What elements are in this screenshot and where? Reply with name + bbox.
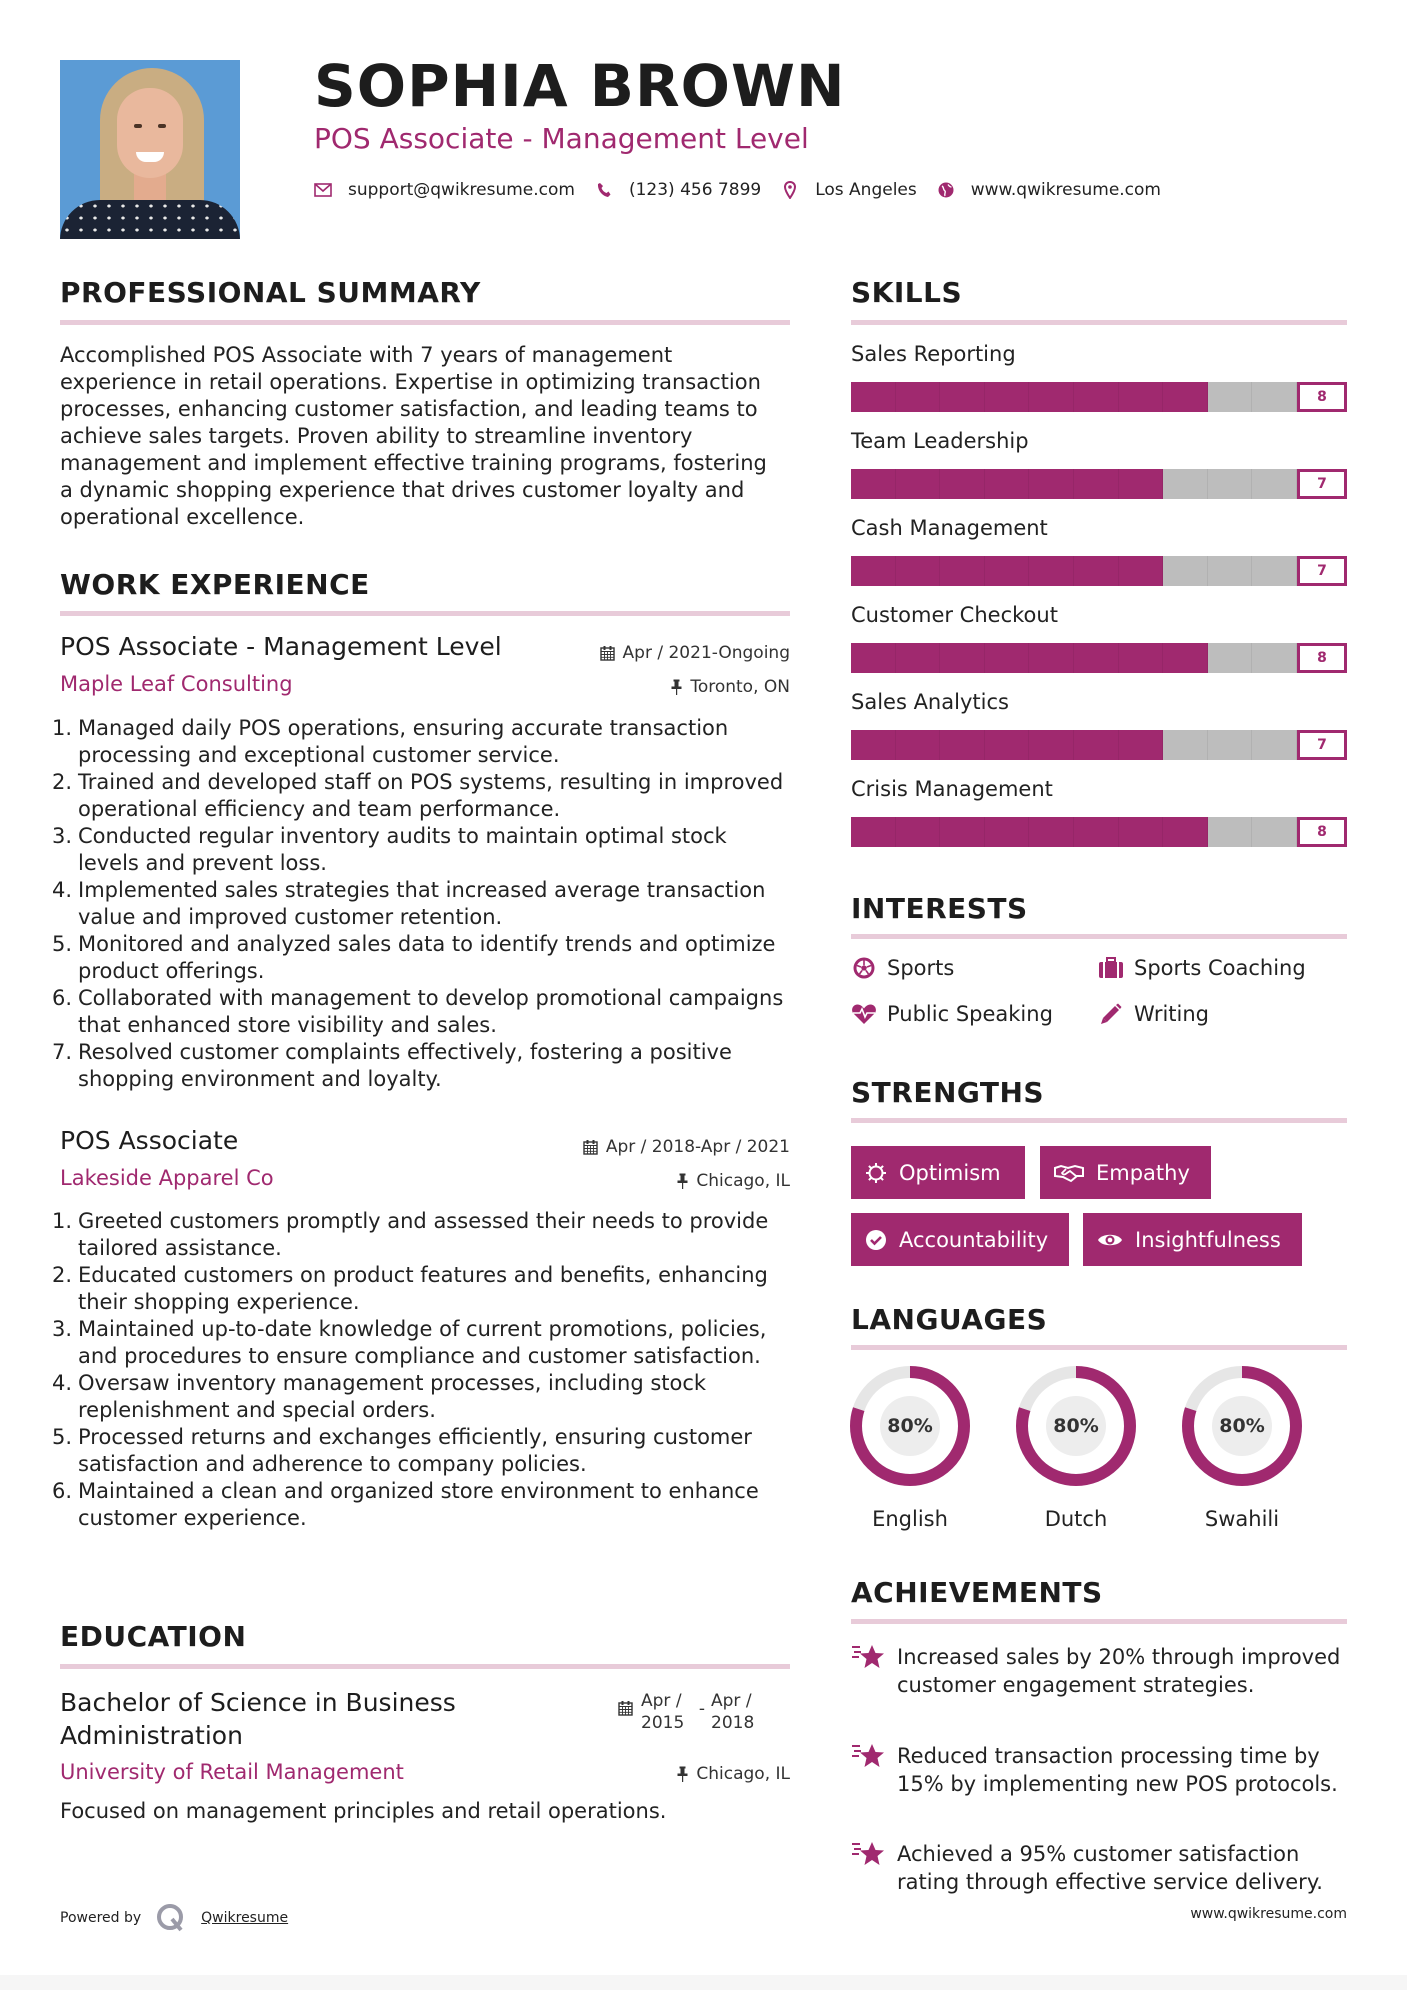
calendar-icon (618, 1700, 633, 1716)
job-title: POS Associate - Management Level (60, 632, 502, 661)
skill-score: 7 (1297, 730, 1347, 760)
degree-title: Bachelor of Science in Business Administration (60, 1688, 456, 1750)
location-text: Los Angeles (815, 180, 917, 200)
list-item: 1. Managed daily POS operations, ensuring accurate transaction processing and exceptional customer service. (51, 716, 729, 767)
skill-bar (851, 643, 1347, 673)
calendar-icon (600, 645, 615, 661)
pencil-icon (1098, 1001, 1124, 1027)
language-item (849, 1365, 971, 1531)
globe-icon (937, 181, 955, 199)
company-name: Maple Leaf Consulting (60, 672, 293, 696)
job-duties-list (50, 1208, 790, 1532)
strength-badge: Optimism (851, 1146, 1025, 1199)
list-item: 3. Maintained up-to-date knowledge of current promotions, policies, and procedures to ensure compliance and customer satisfaction. (51, 1317, 767, 1368)
language-proficiency-ring (1015, 1365, 1137, 1487)
language-percent: 80% (1212, 1396, 1272, 1456)
contact-phone[interactable] (595, 180, 761, 200)
achievement-item: Reduced transaction processing time by 15% by implementing new POS protocols. (851, 1742, 1351, 1798)
footer-site[interactable]: www.qwikresume.com (1190, 1906, 1347, 1922)
list-item: 4. Oversaw inventory management processes, including stock replenishment and special orders. (51, 1371, 707, 1422)
section-divider (851, 934, 1347, 939)
interest-item: Sports Coaching (1098, 955, 1306, 981)
skill-name: Crisis Management (851, 777, 1053, 801)
achievements-heading: ACHIEVEMENTS (851, 1576, 1103, 1609)
handshake-icon (1054, 1162, 1084, 1184)
pushpin-icon (677, 1173, 688, 1189)
section-divider (60, 611, 790, 616)
email-text: support@qwikresume.com (348, 180, 575, 200)
skill-name: Customer Checkout (851, 603, 1058, 627)
pushpin-icon (671, 679, 682, 695)
interests-heading: INTERESTS (851, 892, 1028, 925)
language-name: Dutch (1044, 1507, 1108, 1531)
job-location: Chicago, IL (677, 1171, 790, 1191)
skills-heading: SKILLS (851, 276, 963, 309)
job-duties-list (50, 715, 790, 1093)
list-item: 7. Resolved customer complaints effectively, fostering a positive shopping environment and loyalty. (51, 1040, 732, 1091)
skill-score: 8 (1297, 643, 1347, 673)
education-description: Focused on management principles and retail operations. (60, 1799, 667, 1823)
shooting-star-icon (851, 1643, 887, 1673)
phone-text: (123) 456 7899 (628, 180, 762, 200)
list-item: 5. Processed returns and exchanges efficiently, ensuring customer satisfaction and adherence to company policies. (51, 1425, 752, 1476)
skill-name: Cash Management (851, 516, 1048, 540)
section-divider (851, 1118, 1347, 1123)
list-item: 1. Greeted customers promptly and assessed their needs to provide tailored assistance. (51, 1209, 769, 1260)
skill-score: 8 (1297, 817, 1347, 847)
language-item (1015, 1365, 1137, 1531)
briefcase-icon (1098, 955, 1124, 981)
languages-heading: LANGUAGES (851, 1303, 1048, 1336)
skill-name: Sales Analytics (851, 690, 1009, 714)
envelope-icon (314, 181, 332, 199)
language-proficiency-ring (849, 1365, 971, 1487)
interest-item: Writing (1098, 1001, 1209, 1027)
achievement-item: Increased sales by 20% through improved customer engagement strategies. (851, 1643, 1351, 1699)
pushpin-icon (677, 1766, 688, 1782)
strength-badge: Insightfulness (1083, 1213, 1302, 1266)
summary-heading: PROFESSIONAL SUMMARY (60, 276, 481, 309)
experience-heading: WORK EXPERIENCE (60, 568, 370, 601)
profile-photo (60, 60, 240, 239)
education-heading: EDUCATION (60, 1620, 247, 1653)
list-item: 6. Collaborated with management to develop promotional campaigns that enhanced store visibility and sales. (51, 986, 784, 1037)
heartbeat-icon (851, 1001, 877, 1027)
job-dates: Apr / 2021-Ongoing (600, 643, 790, 663)
language-percent: 80% (880, 1396, 940, 1456)
skill-bar (851, 382, 1347, 412)
soccer-ball-icon (851, 955, 877, 981)
shooting-star-icon (851, 1742, 887, 1772)
list-item: 6. Maintained a clean and organized store environment to enhance customer experience. (51, 1479, 759, 1530)
education-location: Chicago, IL (677, 1764, 790, 1784)
qwikresume-link[interactable]: Qwikresume (201, 1910, 289, 1926)
school-name: University of Retail Management (60, 1760, 404, 1784)
candidate-name: SOPHIA BROWN (314, 52, 846, 120)
list-item: 2. Educated customers on product features and benefits, enhancing their shopping experience. (51, 1263, 768, 1314)
website-text: www.qwikresume.com (970, 180, 1161, 200)
map-pin-icon (781, 181, 799, 199)
skill-name: Sales Reporting (851, 342, 1016, 366)
interest-item: Sports (851, 955, 954, 981)
section-divider (851, 1345, 1347, 1350)
section-divider (60, 1664, 790, 1669)
education-dates: Apr / 2015 - Apr / 2018 (618, 1690, 763, 1734)
section-divider (60, 320, 790, 325)
company-name: Lakeside Apparel Co (60, 1166, 274, 1190)
qwikresume-logo-icon (155, 1902, 187, 1934)
section-divider (851, 320, 1347, 325)
language-proficiency-ring (1181, 1365, 1303, 1487)
skill-bar (851, 730, 1347, 760)
sun-icon (865, 1162, 887, 1184)
skill-score: 7 (1297, 469, 1347, 499)
language-item (1181, 1365, 1303, 1531)
skill-bar (851, 817, 1347, 847)
calendar-icon (583, 1139, 598, 1155)
strength-badge: Empathy (1040, 1146, 1211, 1199)
contact-bar (314, 180, 1181, 200)
check-circle-icon (865, 1229, 887, 1251)
contact-email[interactable] (314, 180, 575, 200)
skill-bar (851, 469, 1347, 499)
language-name: English (872, 1507, 948, 1531)
list-item: 3. Conducted regular inventory audits to maintain optimal stock levels and prevent loss. (51, 824, 727, 875)
language-percent: 80% (1046, 1396, 1106, 1456)
job-title: POS Associate (60, 1126, 239, 1155)
candidate-headline: POS Associate - Management Level (314, 122, 809, 155)
skill-score: 7 (1297, 556, 1347, 586)
section-divider (851, 1619, 1347, 1624)
contact-website[interactable] (937, 180, 1161, 200)
list-item: 5. Monitored and analyzed sales data to identify trends and optimize product offerings. (51, 932, 776, 983)
interest-item: Public Speaking (851, 1001, 1053, 1027)
achievement-item: Achieved a 95% customer satisfaction rating through effective service delivery. (851, 1840, 1351, 1896)
skill-name: Team Leadership (851, 429, 1029, 453)
contact-location (781, 180, 917, 200)
strength-badge: Accountability (851, 1213, 1069, 1266)
job-dates: Apr / 2018-Apr / 2021 (583, 1137, 790, 1157)
list-item: 2. Trained and developed staff on POS systems, resulting in improved operational efficiency and team performance. (51, 770, 784, 821)
list-item: 4. Implemented sales strategies that increased average transaction value and improved customer retention. (51, 878, 766, 929)
page-bottom-edge (0, 1975, 1407, 1990)
phone-icon (595, 181, 613, 199)
job-location: Toronto, ON (671, 677, 790, 697)
language-name: Swahili (1204, 1507, 1280, 1531)
skill-score: 8 (1297, 382, 1347, 412)
eye-icon (1097, 1229, 1123, 1251)
summary-text: Accomplished POS Associate with 7 years of management experience in retail operations. Expertise in optimizing transaction processes, enhancing customer satisfaction, and leading teams to achieve sales targets. Proven ability to streamline inventory management and implement effective training programs, fostering a dynamic shopping experience that drives customer loyalty and operational excellence. (60, 343, 767, 529)
shooting-star-icon (851, 1840, 887, 1870)
skill-bar (851, 556, 1347, 586)
powered-by: Powered by Qwikresume (60, 1902, 288, 1934)
strengths-heading: STRENGTHS (851, 1076, 1045, 1109)
